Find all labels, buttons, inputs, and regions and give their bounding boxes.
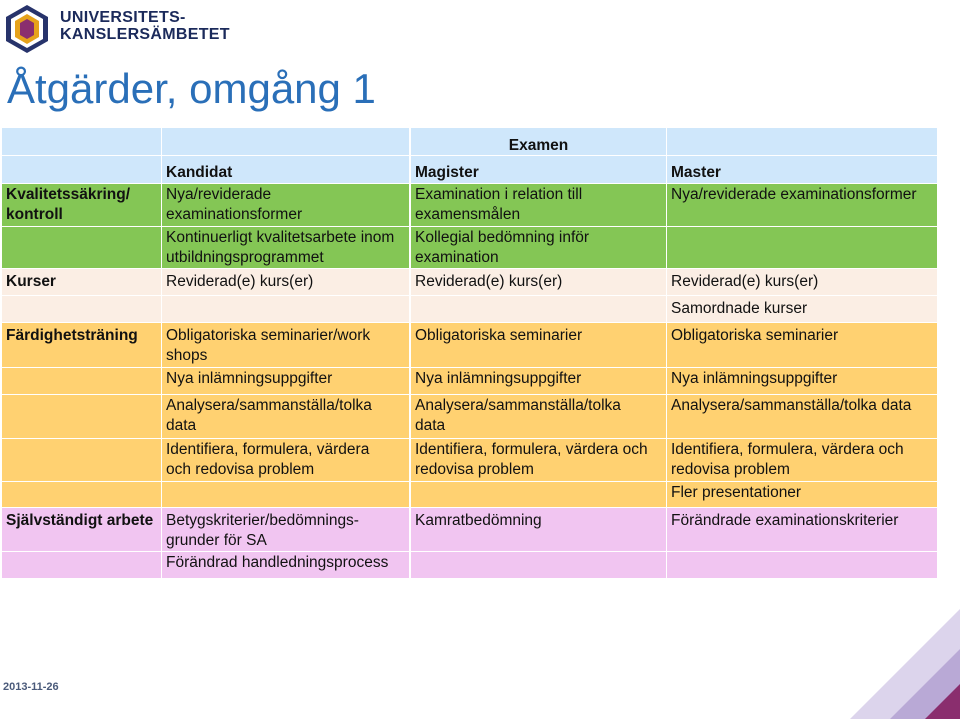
fard-blank-5b [162,482,409,507]
fard-kandidat-4: Identifiera, formulera, värdera och redovisa problem [162,439,409,481]
logo-line-1: UNIVERSITETS- [60,9,186,26]
fard-blank-2 [2,368,161,394]
row-label-kvalitet: Kvalitetssäkring/ kontroll [2,184,161,226]
fard-kandidat-1: Obligatoriska seminarier/work shops [162,323,409,367]
slide-date: 2013-11-26 [3,681,59,693]
kurser-kandidat: Reviderad(e) kurs(er) [162,269,409,295]
sja-magister-1: Kamratbedömning [411,508,666,551]
header-blank-3 [667,128,937,155]
kurser-magister: Reviderad(e) kurs(er) [411,269,666,295]
row-label-fardighet: Färdighetsträning [2,323,161,367]
fard-blank-5c [411,482,666,507]
samordnade-master: Samordnade kurser [667,296,937,322]
header-blank-2 [162,128,409,155]
sja-kandidat-1: Betygskriterier/bedömnings-grunder för SA [162,508,409,551]
header-blank-1 [2,128,161,155]
fard-blank-5a [2,482,161,507]
row-label-sjalvstandigt: Självständigt arbete [2,508,161,551]
page-title: Åtgärder, omgång 1 [7,65,376,112]
fard-blank-4 [2,439,161,481]
fard-master-5: Fler presentationer [667,482,937,507]
fard-master-1: Obligatoriska seminarier [667,323,937,367]
logo-line-2: KANSLERSÄMBETET [60,26,230,43]
fard-blank-3 [2,395,161,438]
kurser-master: Reviderad(e) kurs(er) [667,269,937,295]
kval-magister-2: Kollegial bedömning inför examination [411,227,666,268]
fard-master-4: Identifiera, formulera, värdera och redovisa problem [667,439,937,481]
kval-kandidat-1: Nya/reviderade examinationsformer [162,184,409,226]
samordnade-blank-1 [2,296,161,322]
sja-blank-2a [2,552,161,578]
header-examen: Examen [411,128,666,155]
samordnade-blank-2 [162,296,409,322]
samordnade-blank-3 [411,296,666,322]
header-blank-4 [2,156,161,183]
fard-kandidat-2: Nya inlämningsuppgifter [162,368,409,394]
sja-master-1: Förändrade examinationskriterier [667,508,937,551]
sja-blank-2c [667,552,937,578]
fard-master-3: Analysera/sammanställa/tolka data [667,395,937,438]
row-label-kurser: Kurser [2,269,161,295]
uka-logo-icon [4,4,50,54]
fard-magister-3: Analysera/sammanställa/tolka data [411,395,666,438]
kval-magister-1: Examination i relation till examensmålen [411,184,666,226]
logo-text [60,9,230,43]
corner-decoration-icon [810,609,960,719]
kval-kandidat-2: Kontinuerligt kvalitetsarbete inom utbildningsprogrammet [162,227,409,268]
fard-kandidat-3: Analysera/sammanställa/tolka data [162,395,409,438]
sja-kandidat-2: Förändrad handledningsprocess [162,552,409,578]
col-kandidat: Kandidat [162,156,409,183]
sja-blank-2b [411,552,666,578]
fard-magister-4: Identifiera, formulera, värdera och redovisa problem [411,439,666,481]
fard-magister-1: Obligatoriska seminarier [411,323,666,367]
kval-blank-label [2,227,161,268]
fard-magister-2: Nya inlämningsuppgifter [411,368,666,394]
fard-master-2: Nya inlämningsuppgifter [667,368,937,394]
kval-master-2-blank [667,227,937,268]
col-magister: Magister [411,156,666,183]
kval-master-1: Nya/reviderade examinationsformer [667,184,937,226]
col-master: Master [667,156,937,183]
